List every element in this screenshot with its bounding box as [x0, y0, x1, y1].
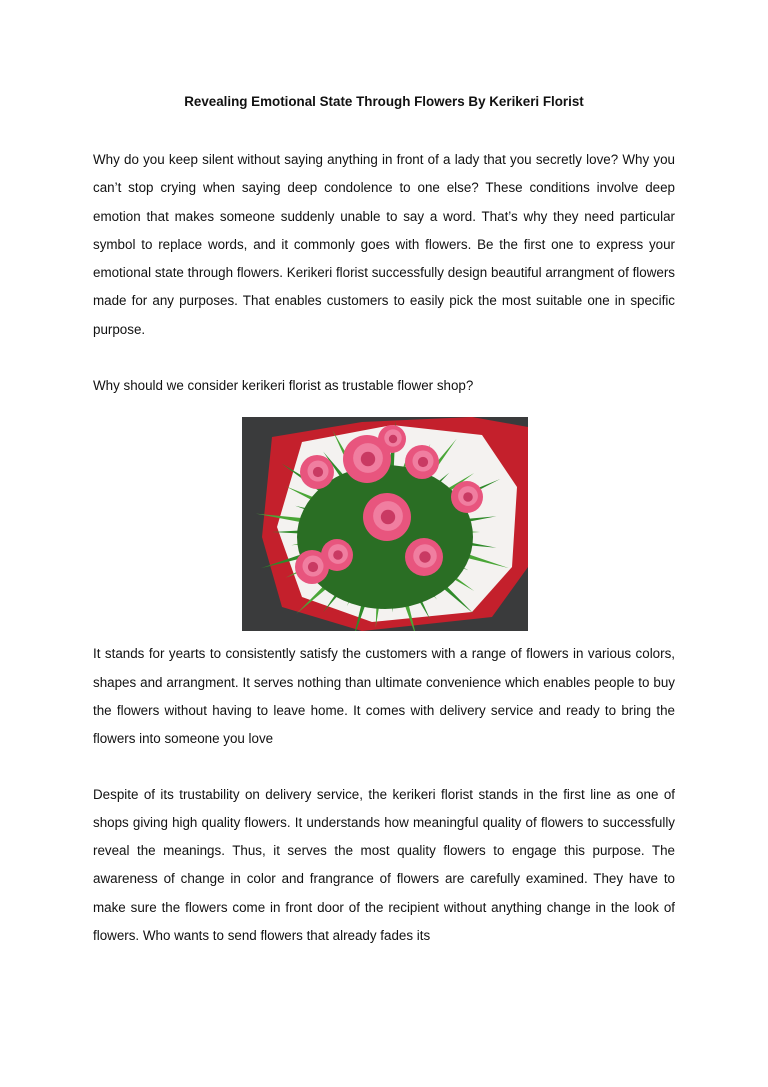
document-body: [93, 92, 675, 950]
rose-bloom: [321, 539, 353, 571]
paragraph-quality: Despite of its trustability on delivery service, the kerikeri florist stands in the first line as one of shops giving high quality flowers. It understands how meaningful quality of flowers to successfully reveal the meanings. Thus, it serves the most quality flowers to engage this purpose. The awareness of change in color and frangrance of flowers are carefully examined. They have to make sure the flowers come in front door of the recipient without anything change in the look of flowers. Who wants to send flowers that already fades its: [93, 786, 675, 944]
rose-bloom: [363, 493, 411, 541]
document-title: Revealing Emotional State Through Flowers By Kerikeri Florist: [184, 94, 584, 109]
paragraph-intro: Why do you keep silent without saying anything in front of a lady that you secretly love? Why you can’t stop crying when saying deep condolence to one else? These conditions involve deep emotion that makes someone suddenly unable to say a word. That’s why they need particular symbol to replace words, and it commonly goes with flowers. Be the first one to express your emotional state through flowers. Kerikeri florist successfully design beautiful arrangment of flowers made for any purposes. That enables customers to easily pick the most suitable one in specific purpose.: [93, 152, 675, 337]
rose-bloom: [300, 455, 334, 489]
paragraph-convenience: It stands for yearts to consistently satisfy the customers with a range of flowers in various colors, shapes and arrangment. It serves nothing than ultimate convenience which enables people to buy the flowers without having to leave home. It comes with delivery service and ready to bring the flowers into someone you love: [93, 646, 675, 747]
bouquet-photo: [242, 417, 528, 631]
pink-rose-bouquet-icon: [242, 417, 528, 631]
rose-bloom: [405, 538, 443, 576]
rose-bloom: [378, 425, 406, 453]
rose-bloom: [451, 481, 483, 513]
paragraph-question: Why should we consider kerikeri florist as trustable flower shop?: [93, 378, 474, 394]
rose-bloom: [405, 445, 439, 479]
